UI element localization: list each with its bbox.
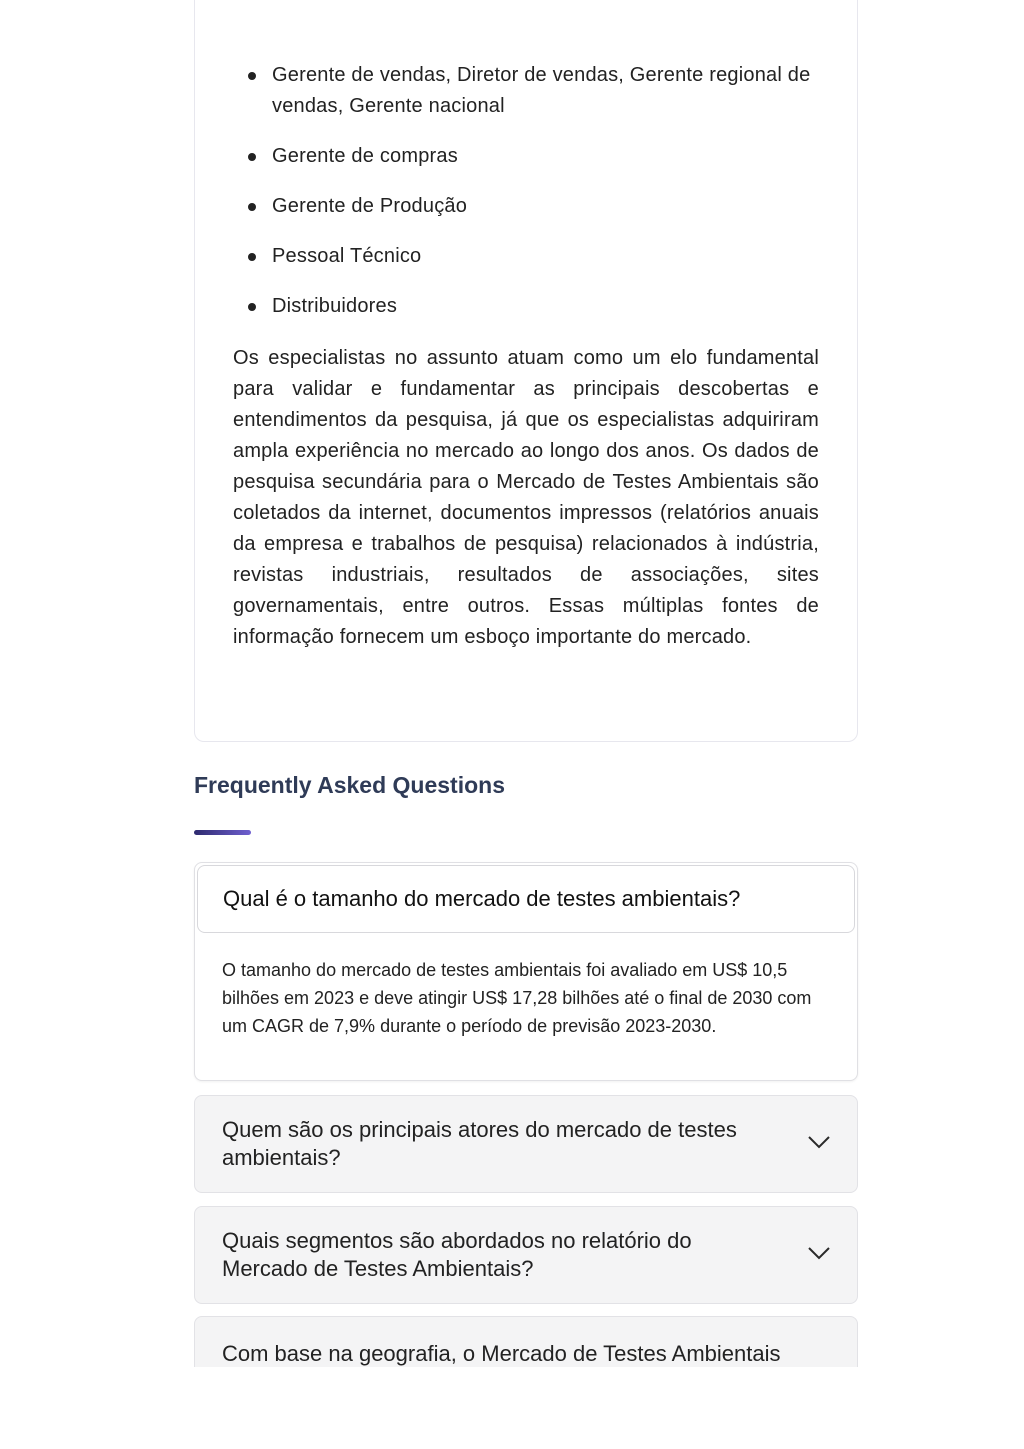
list-item: Gerente de compras [233,141,819,172]
chevron-down-icon[interactable] [807,1245,831,1261]
faq-question-text: Quais segmentos são abordados no relatório do Mercado de Testes Ambientais? [222,1228,692,1281]
faq-item-collapsed[interactable] [194,1206,858,1304]
respondent-list [233,60,819,341]
chevron-down-icon[interactable] [807,1134,831,1150]
faq-heading-underline [194,830,251,835]
bullet-dot [248,72,256,80]
faq-item-collapsed[interactable] [194,1095,858,1193]
faq-answer-text: O tamanho do mercado de testes ambientais foi avaliado em US$ 10,5 bilhões em 2023 e deve atingir US$ 17,28 bilhões até o final de 2030 com um CAGR de 7,9% durante o período de previsão 2023-2030. [222,960,812,1036]
faq-question-text: Quem são os principais atores do mercado de testes ambientais? [222,1117,737,1170]
faq-item-expanded [194,862,858,1081]
methodology-paragraph: Os especialistas no assunto atuam como um elo fundamental para validar e fundamentar as principais descobertas e entendimentos da pesquisa, já que os especialistas adquiriram ampla experiência no mercado ao longo dos anos. Os dados de pesquisa secundária para o Mercado de Testes Ambientais são coletados da internet, documentos impressos (relatórios anuais da empresa e trabalhos de pesquisa) relacionados à indústria, revistas industriais, resultados de associações, sites governamentais, entre outros. Essas múltiplas fontes de informação fornecem um esboço importante do mercado. [233,347,819,648]
faq-heading: Frequently Asked Questions [194,772,505,798]
bullet-dot [248,153,256,161]
bullet-dot [248,253,256,261]
list-item: Gerente de vendas, Diretor de vendas, Gerente regional de vendas, Gerente nacional [233,60,819,122]
bullet-dot [248,203,256,211]
list-item: Gerente de Produção [233,191,819,222]
faq-item-collapsed[interactable] [194,1316,858,1367]
list-item: Pessoal Técnico [233,241,819,272]
faq-question-text: Qual é o tamanho do mercado de testes ambientais? [223,886,741,911]
list-item: Distribuidores [233,291,819,322]
bullet-dot [248,303,256,311]
faq-question-toggle[interactable] [197,865,855,933]
faq-question-text: Com base na geografia, o Mercado de Testes Ambientais [222,1341,781,1366]
